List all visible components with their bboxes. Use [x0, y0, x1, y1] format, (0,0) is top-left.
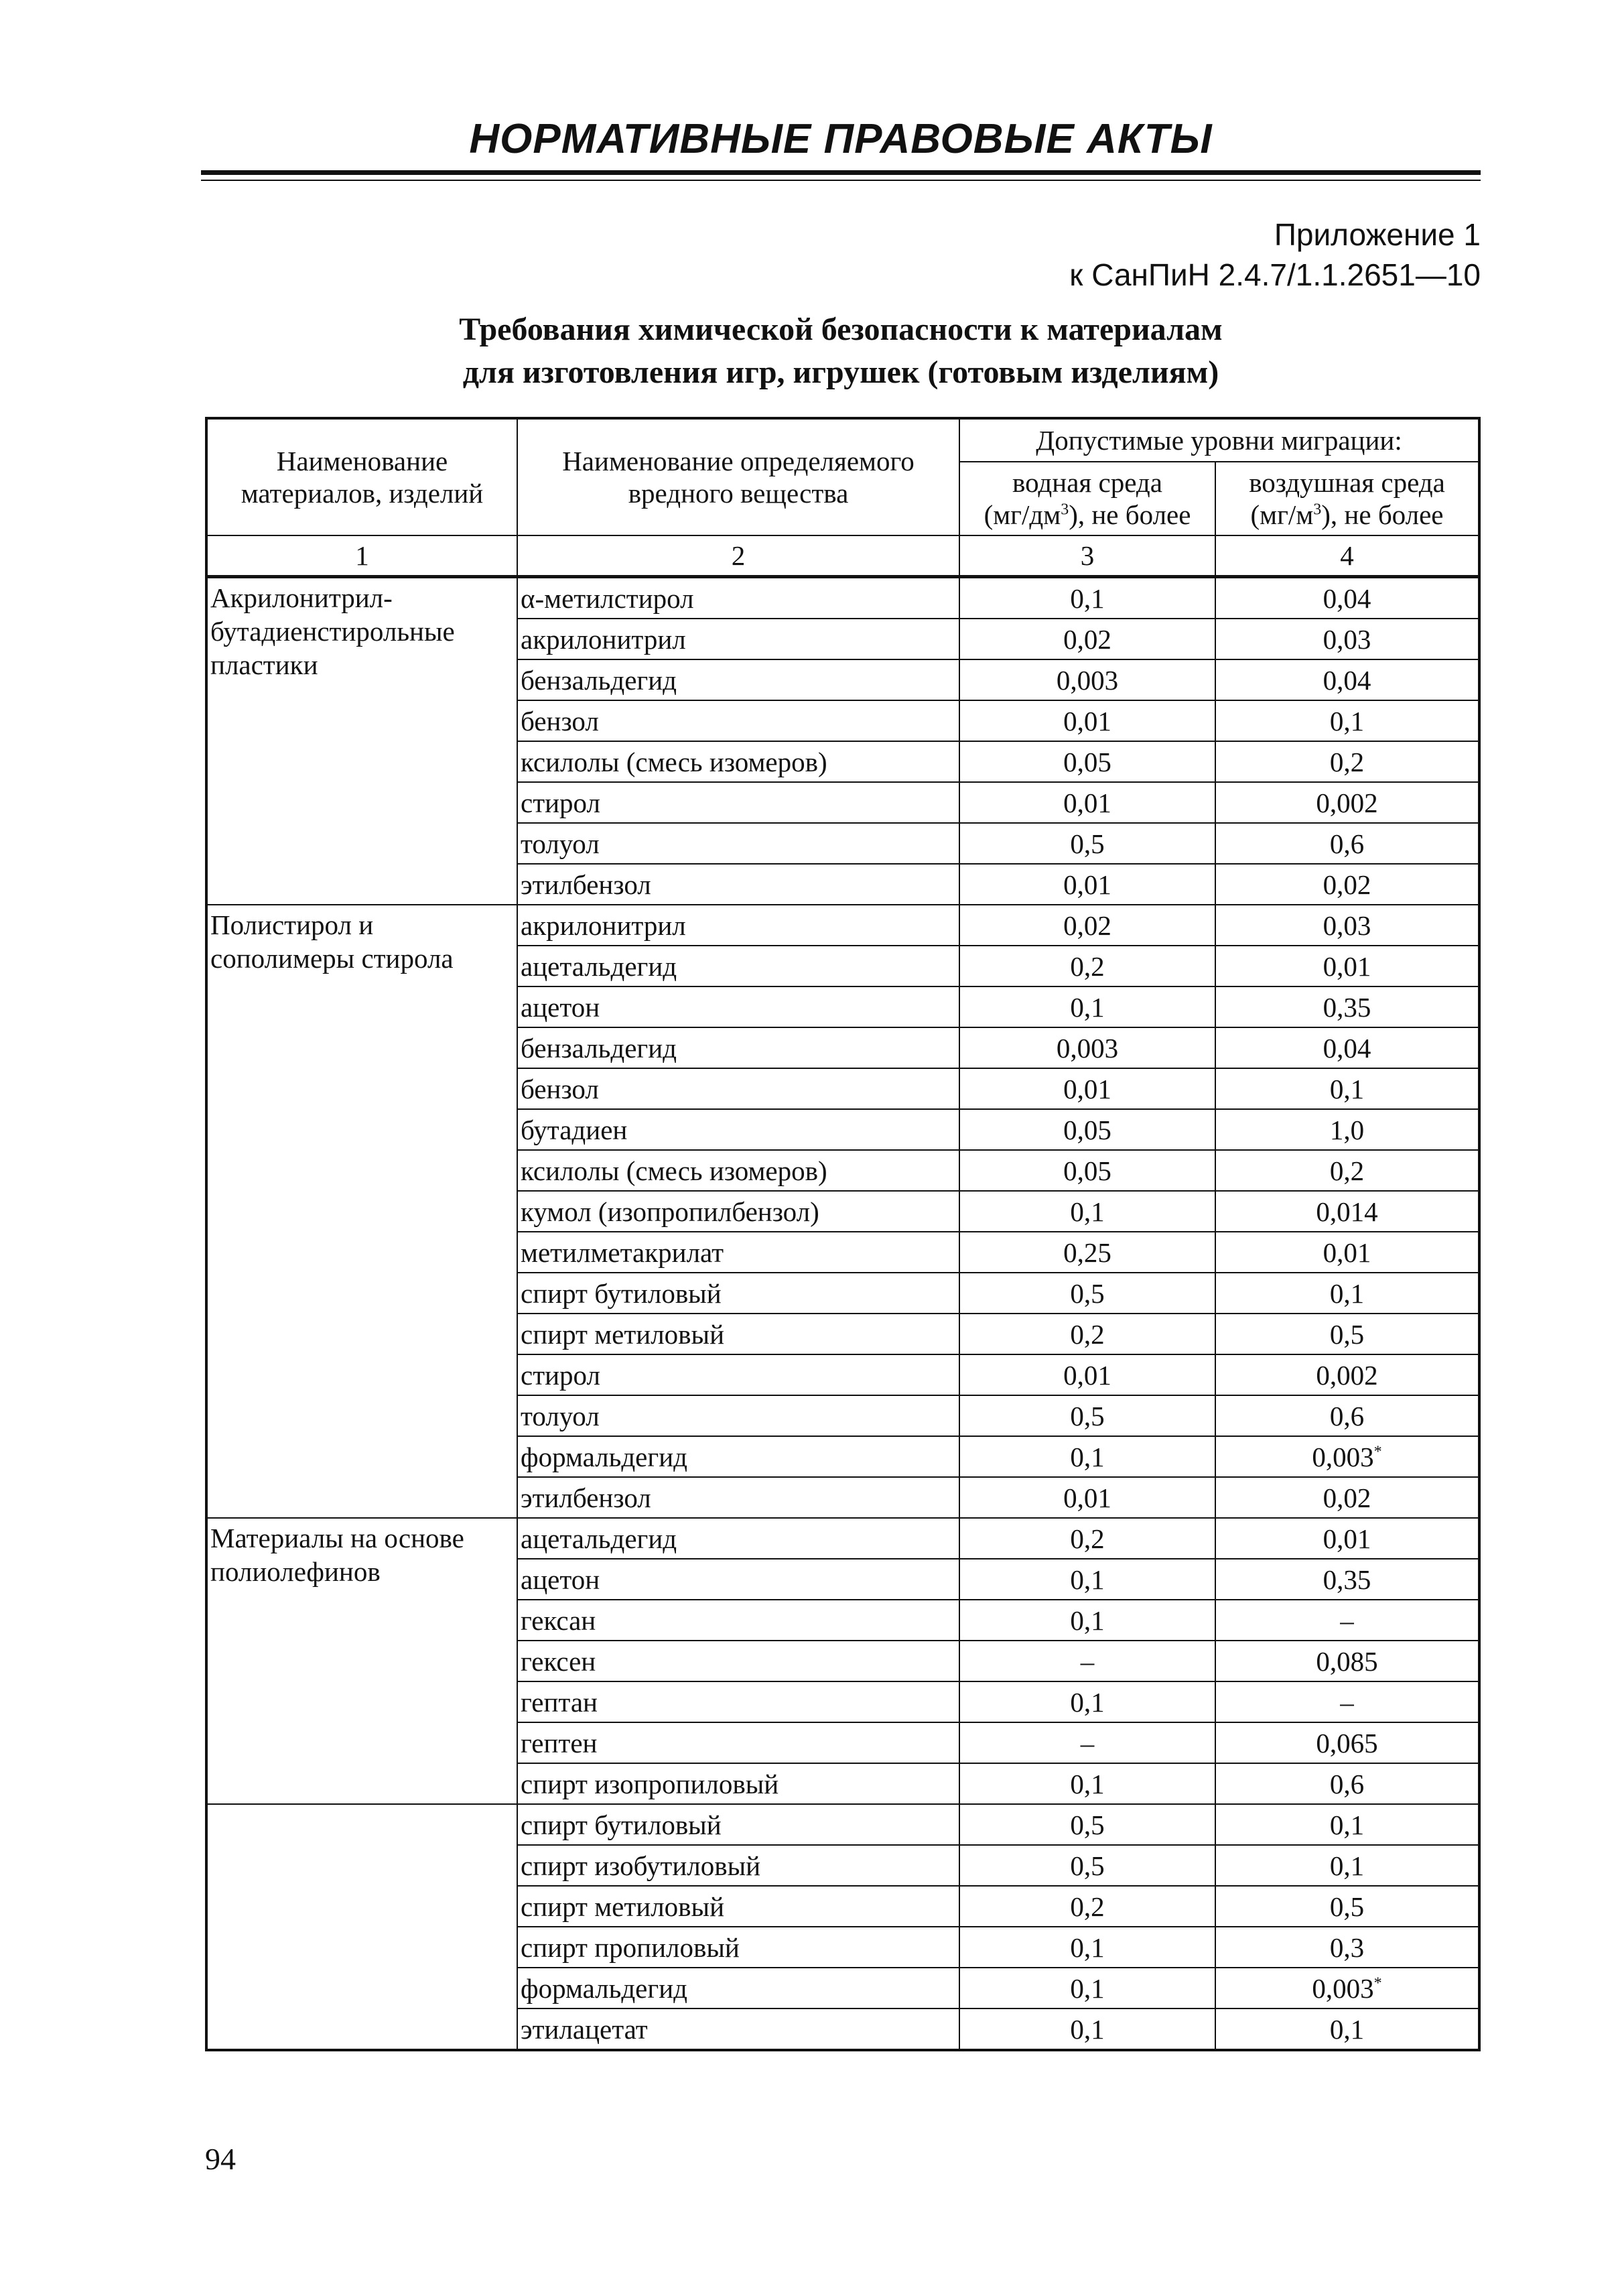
header-substance: Наименование определяемого вредного вещества: [517, 418, 959, 535]
water-limit-cell: 0,01: [959, 864, 1215, 905]
water-limit-cell: –: [959, 1722, 1215, 1763]
substance-cell: гексен: [517, 1641, 959, 1681]
water-limit-cell: 0,05: [959, 1150, 1215, 1191]
table-row: [206, 905, 1479, 946]
water-limit-cell: 0,1: [959, 1763, 1215, 1804]
air-limit-cell: 0,2: [1215, 1150, 1479, 1191]
water-limit-cell: 0,1: [959, 1191, 1215, 1232]
water-limit-cell: 0,05: [959, 1109, 1215, 1150]
air-limit-cell: 0,02: [1215, 1477, 1479, 1518]
air-limit-cell: 1,0: [1215, 1109, 1479, 1150]
header-water-medium: [959, 462, 1215, 535]
air-limit-cell: 0,002: [1215, 1354, 1479, 1395]
substance-cell: формальдегид: [517, 1968, 959, 2008]
document-title-line-2: для изготовления игр, игрушек (готовым изделиям): [462, 355, 1219, 390]
substance-cell: толуол: [517, 823, 959, 864]
air-limit-cell: 0,03: [1215, 905, 1479, 946]
substance-cell: гептан: [517, 1681, 959, 1722]
header-rule-thin: [201, 180, 1481, 181]
footnote-marker: *: [1373, 1974, 1382, 1992]
air-limit-cell: 0,6: [1215, 823, 1479, 864]
substance-cell: этилбензол: [517, 864, 959, 905]
air-limit-cell: 0,03: [1215, 619, 1479, 659]
material-cell: Материалы на основе полиолефинов: [206, 1518, 517, 1804]
air-limit-cell: 0,014: [1215, 1191, 1479, 1232]
air-limit-cell: 0,04: [1215, 577, 1479, 619]
substance-cell: бензол: [517, 700, 959, 741]
water-limit-cell: 0,1: [959, 1436, 1215, 1477]
substance-cell: спирт изобутиловый: [517, 1845, 959, 1886]
substance-cell: ксилолы (смесь изомеров): [517, 741, 959, 782]
water-limit-cell: 0,2: [959, 1314, 1215, 1354]
air-limit-cell: 0,5: [1215, 1886, 1479, 1927]
substance-cell: этилбензол: [517, 1477, 959, 1518]
substance-cell: ацетальдегид: [517, 946, 959, 986]
water-limit-cell: 0,5: [959, 1273, 1215, 1314]
appendix-line-2: к СанПиН 2.4.7/1.1.2651—10: [1069, 257, 1481, 292]
material-cell: [206, 1804, 517, 2050]
column-number-3: 3: [959, 535, 1215, 577]
water-limit-cell: 0,003: [959, 1027, 1215, 1068]
air-limit-cell: 0,003*: [1215, 1968, 1479, 2008]
substance-cell: бутадиен: [517, 1109, 959, 1150]
substance-cell: этилацетат: [517, 2008, 959, 2050]
document-title-line-1: Требования химической безопасности к материалам: [459, 312, 1223, 347]
air-limit-cell: 0,1: [1215, 2008, 1479, 2050]
substance-cell: толуол: [517, 1395, 959, 1436]
table-row: [206, 1518, 1479, 1559]
air-limit-cell: 0,6: [1215, 1395, 1479, 1436]
water-limit-cell: 0,2: [959, 1886, 1215, 1927]
column-number-1: 1: [206, 535, 517, 577]
water-limit-cell: 0,2: [959, 1518, 1215, 1559]
air-limit-cell: 0,01: [1215, 946, 1479, 986]
substance-cell: ксилолы (смесь изомеров): [517, 1150, 959, 1191]
table-row: [206, 577, 1479, 619]
air-limit-cell: 0,1: [1215, 1068, 1479, 1109]
appendix-reference: [1069, 214, 1481, 295]
water-limit-cell: 0,003: [959, 659, 1215, 700]
air-limit-cell: 0,1: [1215, 1804, 1479, 1845]
air-limit-cell: 0,01: [1215, 1518, 1479, 1559]
water-limit-cell: 0,5: [959, 823, 1215, 864]
water-limit-cell: –: [959, 1641, 1215, 1681]
air-limit-cell: 0,1: [1215, 700, 1479, 741]
water-limit-cell: 0,1: [959, 1927, 1215, 1968]
substance-cell: акрилонитрил: [517, 619, 959, 659]
water-limit-cell: 0,01: [959, 700, 1215, 741]
substance-cell: спирт метиловый: [517, 1314, 959, 1354]
document-title: [201, 308, 1481, 394]
water-limit-cell: 0,02: [959, 619, 1215, 659]
substance-cell: α-метилстирол: [517, 577, 959, 619]
air-limit-cell: 0,1: [1215, 1845, 1479, 1886]
substance-cell: акрилонитрил: [517, 905, 959, 946]
substance-cell: бензальдегид: [517, 1027, 959, 1068]
water-limit-cell: 0,02: [959, 905, 1215, 946]
water-limit-cell: 0,01: [959, 1354, 1215, 1395]
material-cell: Акрилонитрил-бутадиенстирольные пластики: [206, 577, 517, 905]
air-limit-cell: 0,2: [1215, 741, 1479, 782]
air-limit-cell: 0,002: [1215, 782, 1479, 823]
air-limit-cell: 0,04: [1215, 1027, 1479, 1068]
material-cell: Полистирол и сополимеры стирола: [206, 905, 517, 1518]
water-limit-cell: 0,5: [959, 1845, 1215, 1886]
table-row: [206, 1804, 1479, 1845]
air-limit-cell: 0,35: [1215, 986, 1479, 1027]
appendix-line-1: Приложение 1: [1274, 217, 1481, 252]
water-limit-cell: 0,1: [959, 1681, 1215, 1722]
air-limit-cell: 0,1: [1215, 1273, 1479, 1314]
header-rule-thick: [201, 170, 1481, 175]
header-materials: Наименование материалов, изделий: [206, 418, 517, 535]
substance-cell: кумол (изопропилбензол): [517, 1191, 959, 1232]
water-limit-cell: 0,1: [959, 1559, 1215, 1600]
substance-cell: ацетон: [517, 1559, 959, 1600]
substance-cell: спирт изопропиловый: [517, 1763, 959, 1804]
air-limit-cell: 0,35: [1215, 1559, 1479, 1600]
column-number-4: 4: [1215, 535, 1479, 577]
header-migration-levels: Допустимые уровни миграции:: [959, 418, 1479, 462]
air-limit-cell: 0,04: [1215, 659, 1479, 700]
air-limit-cell: –: [1215, 1681, 1479, 1722]
air-limit-cell: 0,6: [1215, 1763, 1479, 1804]
air-limit-cell: 0,003*: [1215, 1436, 1479, 1477]
water-limit-cell: 0,01: [959, 1068, 1215, 1109]
water-limit-cell: 0,1: [959, 986, 1215, 1027]
water-limit-cell: 0,1: [959, 1600, 1215, 1641]
column-number-2: 2: [517, 535, 959, 577]
air-limit-cell: 0,01: [1215, 1232, 1479, 1273]
water-limit-cell: 0,2: [959, 946, 1215, 986]
substance-cell: спирт бутиловый: [517, 1804, 959, 1845]
substance-cell: метилметакрилат: [517, 1232, 959, 1273]
substance-cell: стирол: [517, 1354, 959, 1395]
air-limit-cell: –: [1215, 1600, 1479, 1641]
substance-cell: бензол: [517, 1068, 959, 1109]
substance-cell: гептен: [517, 1722, 959, 1763]
air-limit-cell: 0,085: [1215, 1641, 1479, 1681]
substance-cell: ацетон: [517, 986, 959, 1027]
page-number: 94: [205, 2142, 236, 2176]
water-limit-cell: 0,05: [959, 741, 1215, 782]
water-limit-cell: 0,1: [959, 2008, 1215, 2050]
water-limit-cell: 0,01: [959, 782, 1215, 823]
air-limit-cell: 0,065: [1215, 1722, 1479, 1763]
water-limit-cell: 0,1: [959, 1968, 1215, 2008]
water-limit-cell: 0,01: [959, 1477, 1215, 1518]
water-limit-cell: 0,5: [959, 1395, 1215, 1436]
substance-cell: формальдегид: [517, 1436, 959, 1477]
substance-cell: спирт метиловый: [517, 1886, 959, 1927]
header-air-label: воздушная среда $(мг/м^3)$, не более: [1249, 467, 1445, 530]
header-water-label: водная среда $(мг/дм^3)$, не более: [984, 467, 1191, 530]
substance-cell: стирол: [517, 782, 959, 823]
air-limit-cell: 0,3: [1215, 1927, 1479, 1968]
air-limit-cell: 0,5: [1215, 1314, 1479, 1354]
substance-cell: спирт бутиловый: [517, 1273, 959, 1314]
water-limit-cell: 0,1: [959, 577, 1215, 619]
air-limit-cell: 0,02: [1215, 864, 1479, 905]
substance-cell: ацетальдегид: [517, 1518, 959, 1559]
substance-cell: спирт пропиловый: [517, 1927, 959, 1968]
substance-cell: бензальдегид: [517, 659, 959, 700]
header-air-medium: [1215, 462, 1479, 535]
requirements-table: [205, 417, 1481, 2051]
substance-cell: гексан: [517, 1600, 959, 1641]
water-limit-cell: 0,25: [959, 1232, 1215, 1273]
running-header: НОРМАТИВНЫЕ ПРАВОВЫЕ АКТЫ: [469, 116, 1213, 162]
footnote-marker: *: [1373, 1442, 1382, 1460]
table-body: [206, 577, 1479, 2051]
water-limit-cell: 0,5: [959, 1804, 1215, 1845]
